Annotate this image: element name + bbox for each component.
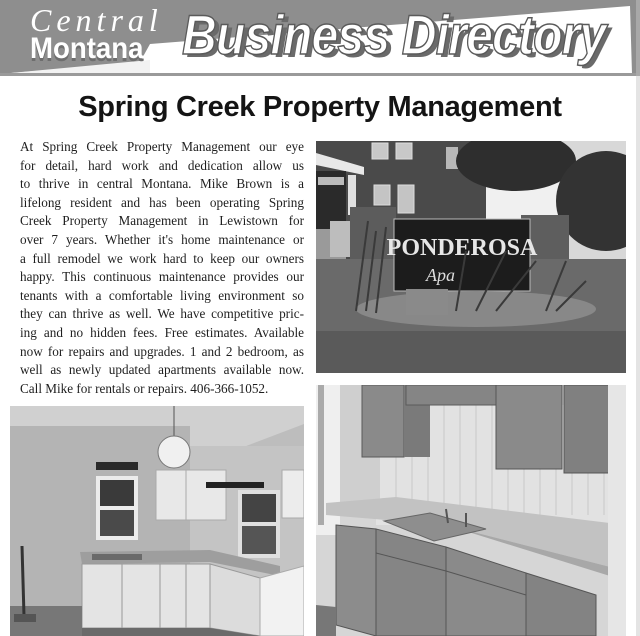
directory-banner — [0, 0, 640, 74]
article-body — [20, 138, 304, 398]
body-line: At Spring Creek Property Management our eye — [20, 139, 304, 154]
body-line: now for repairs and upgrades. 1 and 2 bedroom, as — [20, 343, 304, 359]
banner-edge — [636, 0, 640, 76]
section-title: Business Directory — [182, 3, 606, 66]
body-line: for detail, hard work and dedication allow us — [20, 157, 304, 173]
brand-central: Central — [30, 2, 163, 38]
page-edge — [636, 76, 640, 636]
body-line: they can thrive as well. We have competitive pric- — [20, 306, 304, 322]
svg-text:Apa: Apa — [426, 265, 455, 285]
photo-kitchen-wood — [316, 385, 626, 636]
body-line: Call Mike for rentals or repairs. 406-366-1052. — [20, 380, 269, 396]
body-line: Creek Property Management in Lewistown for — [20, 213, 304, 229]
body-line: happy. This continuous maintenance provides our — [20, 269, 304, 285]
svg-text:PONDEROSA: PONDEROSA — [386, 235, 538, 261]
body-line: tenants with a comfortable living environment so — [20, 287, 304, 303]
article-headline: Spring Creek Property Management — [78, 91, 562, 123]
photo-ponderosa-sign — [316, 141, 626, 373]
banner-rule — [0, 73, 640, 76]
body-line: lifelong resident and has been operating Spring — [20, 194, 304, 210]
photo-kitchen-white — [10, 406, 304, 636]
body-line: over 7 years. Whether it's home maintenance or — [20, 231, 304, 247]
body-line: a full remodel we work hard to keep our owners — [20, 250, 304, 266]
body-line: well as newly updated apartments available now. — [20, 362, 304, 378]
body-line: to thrive in central Montana. Mike Brown is a — [20, 176, 304, 192]
body-line: ing and no hidden fees. Free estimates. Available — [20, 324, 304, 340]
brand-montana: Montana — [30, 32, 144, 65]
